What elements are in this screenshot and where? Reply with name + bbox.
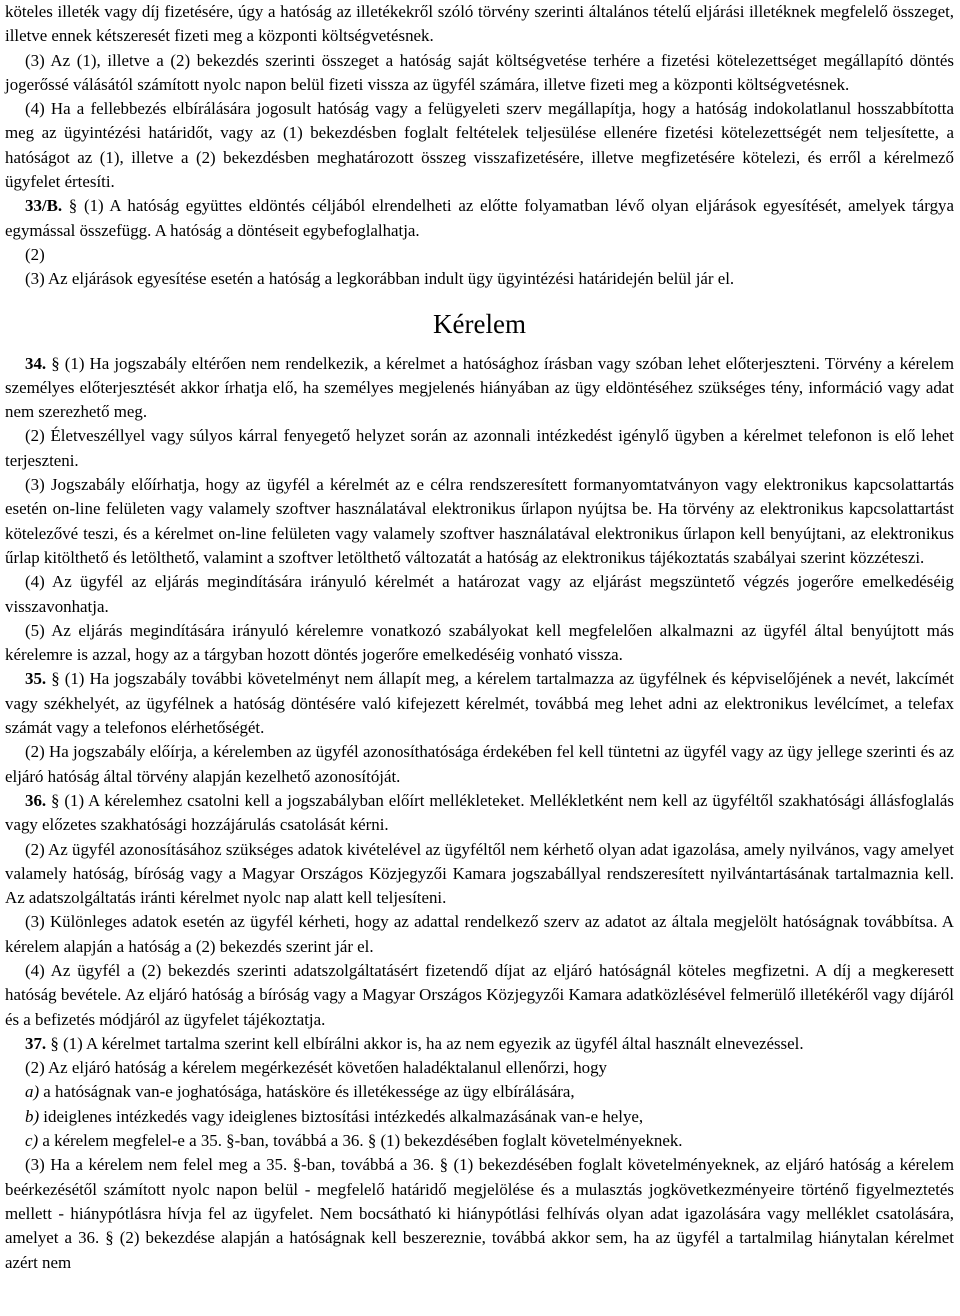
section-36-para-1	[5, 789, 954, 838]
list-item-a	[5, 1080, 954, 1104]
section-text: § (1) Ha jogszabály eltérően nem rendelkezik, a kérelmet a hatósághoz írásban vagy szóban lehet előterjeszteni. Törvény a kérelem személyes előterjesztését akkor írhatja elő, ha személyes megjelenés hiányában az ügy eldöntéséhez szükséges tény, információ vagy adat nem szerezhető meg.	[5, 353, 954, 422]
list-item-c	[5, 1129, 954, 1153]
section-number: 35.	[25, 669, 47, 689]
section-33b-para-2: (2)	[25, 244, 45, 264]
list-item-b	[5, 1105, 954, 1129]
section-36-para-2: (2) Az ügyfél azonosításához szükséges adatok kivételével az ügyféltől nem kérhető olyan adat igazolása, amely nyilvános, vagy amelyet valamely hatóság, bíróság vagy a Magyar Országos Közjegyzői Kamara jogszabállyal rendszeresített nyilvántartásának tartalmaznia kell. Az adatszolgáltatás iránti kérelmet nyolc nap alatt kell teljesíteni.	[5, 839, 954, 908]
list-letter: a)	[25, 1082, 40, 1102]
paragraph-32-4: (4) Ha a fellebbezés elbírálására jogosult hatóság vagy a felügyeleti szerv megállapítja, hogy a hatóság indokolatlanul hosszabbította meg az ügyintézési határidőt, vagy az (1) bekezdésben foglalt feltételek teljesülése ellenére fizetési kötelezettségét nem teljesítette, a hatóságot az (1), illetve a (2) bekezdésben meghatározott összeg visszafizetésére, illetve megfizetésére kötelezi, és erről a kérelmező ügyfelet értesíti.	[5, 99, 954, 192]
list-item-text: a hatóságnak van-e joghatósága, hatásköre és illetékessége az ügy elbírálására,	[39, 1082, 575, 1102]
section-text: § (1) A kérelemhez csatolni kell a jogszabályban előírt mellékleteket. Mellékletként nem kell az ügyféltől szakhatósági állásfoglalás vagy előzetes szakhatósági hozzájárulás csatolását kérni.	[5, 790, 954, 835]
section-37-para-3: (3) Ha a kérelem nem felel meg a 35. §-ban, továbbá a 36. § (1) bekezdésében foglalt követelményeknek, az eljáró hatóság a kérelem beérkezésétől számított nyolc napon belül - megfelelő határidő megjelölése és a mulasztás jogkövetkezményeire történő figyelmeztetés mellett - hiánypótlásra hívja fel az ügyfelet. Nem bocsátható ki hiánypótlási felhívás olyan adat igazolására vagy melléklet csatolására, amelyet a 36. § (2) bekezdése alapján a hatóságnak kell beszereznie, továbbá akkor sem, ha az ügyfél a tartalmilag hiánytalan kérelmet azért nem	[5, 1155, 954, 1272]
list-item-text: a kérelem megfelel-e a 35. §-ban, továbbá a 36. § (1) bekezdésében foglalt követelményeknek.	[38, 1131, 683, 1151]
section-34-para-2: (2) Életveszéllyel vagy súlyos kárral fenyegető helyzet során az azonnali intézkedést igénylő ügyben a kérelmet telefonon is elő lehet terjeszteni.	[5, 426, 954, 470]
section-number: 37.	[25, 1033, 47, 1053]
paragraph-continued: köteles illeték vagy díj fizetésére, úgy a hatóság az illetékekről szóló törvény szerinti általános tételű eljárási illetéknek megfelelő összeget, illetve ennek kétszeresét fizeti meg a központi költségvetésnek.	[5, 2, 954, 46]
section-36-para-4: (4) Az ügyfél a (2) bekezdés szerinti adatszolgáltatásért fizetendő díjat az eljáró hatóságnál köteles megfizetni. A díj a megkeresett hatóság bevétele. Az eljáró hatóság a bíróság vagy a Magyar Országos Közjegyzői Kamara adatközlésével felmerülő illetékéről vagy díjáról és a befizetés módjáról az ügyfelet tájékoztatja.	[5, 960, 954, 1029]
section-35-para-1	[5, 667, 954, 740]
section-number: 34.	[25, 353, 47, 373]
section-text: § (1) A kérelmet tartalma szerint kell elbírálni akkor is, ha az nem egyezik az ügyfél által használt elnevezéssel.	[46, 1033, 804, 1053]
list-letter: b)	[25, 1106, 40, 1126]
section-33b-para-1	[5, 194, 954, 243]
list-letter: c)	[25, 1131, 39, 1151]
section-36-para-3: (3) Különleges adatok esetén az ügyfél kérheti, hogy az adattal rendelkező szerv az adatot az általa megjelölt hatóságnak továbbítsa. A kérelem alapján a hatóság a (2) bekezdés szerint jár el.	[5, 912, 954, 956]
section-37-para-1	[5, 1032, 954, 1056]
section-33b-para-3: (3) Az eljárások egyesítése esetén a hatóság a legkorábban indult ügy ügyintézési határidején belül jár el.	[25, 269, 735, 289]
section-text: § (1) Ha jogszabály további követelményt nem állapít meg, a kérelem tartalmazza az ügyfélnek és képviselőjének a nevét, lakcímét vagy székhelyét, az ügyfélnek a hatóság döntésére való kifejezett kérelmét, továbbá meg lehet adni az elektronikus levélcímet, a telefax számát vagy a telefonos elérhetőségét.	[5, 669, 954, 738]
section-number: 33/B.	[25, 196, 63, 216]
section-number: 36.	[25, 790, 47, 810]
section-heading: Kérelem	[433, 308, 526, 339]
section-34-para-5: (5) Az eljárás megindítására irányuló kérelemre vonatkozó szabályokat kell megfelelően alkalmazni az ügyfél által benyújtott más kérelemre is azzal, hogy az a tárgyban hozott döntés jogerőre emelkedéséig vonható vissza.	[5, 620, 954, 665]
list-item-text: ideiglenes intézkedés vagy ideiglenes biztosítási intézkedés alkalmazásának van-e helye,	[39, 1106, 644, 1126]
section-35-para-2: (2) Ha jogszabály előírja, a kérelemben az ügyfél azonosíthatósága érdekében fel kell tüntetni az ügyfél vagy az ügy jellege szerinti és az eljáró hatóság által törvény alapján kezelhető azonosítóját.	[5, 742, 954, 786]
section-text: § (1) A hatóság együttes eldöntés céljából elrendelheti az előtte folyamatban lévő olyan eljárások egyesítését, amelyek tárgya egymással összefügg. A hatóság a döntéseit egybefoglalhatja.	[5, 196, 954, 240]
section-37-para-2: (2) Az eljáró hatóság a kérelem megérkezését követően haladéktalanul ellenőrzi, hogy	[25, 1058, 608, 1078]
paragraph-32-3: (3) Az (1), illetve a (2) bekezdés szerinti összeget a hatóság saját költségvetése terhére a fizetési kötelezettséget megállapító döntés jogerőssé válásától számított nyolc napon belül fizeti vissza az ügyfél számára, illetve fizeti meg a központi költségvetésnek.	[5, 50, 954, 94]
section-34-para-1	[5, 352, 954, 425]
section-34-para-3: (3) Jogszabály előírhatja, hogy az ügyfél a kérelmét az e célra rendszeresített formanyomtatványon vagy elektronikus kapcsolattartás esetén on-line felületen vagy valamely szoftver használatával elektronikus űrlapon nyújtsa be. Ha törvény az elektronikus kapcsolattartást kötelezővé teszi, és a kérelmet on-line felületen vagy valamely szoftver használatával elektronikus űrlapon kell benyújtani, az elektronikus űrlap kitölthető és letölthető, valamint a szoftver letölthető változatát a hatóság az elektronikus tájékoztatás szabályai szerint közzéteszi.	[5, 475, 954, 567]
section-34-para-4: (4) Az ügyfél az eljárás megindítására irányuló kérelmét a határozat vagy az eljárást megszüntető végzés jogerőre emelkedéséig visszavonhatja.	[5, 572, 954, 616]
